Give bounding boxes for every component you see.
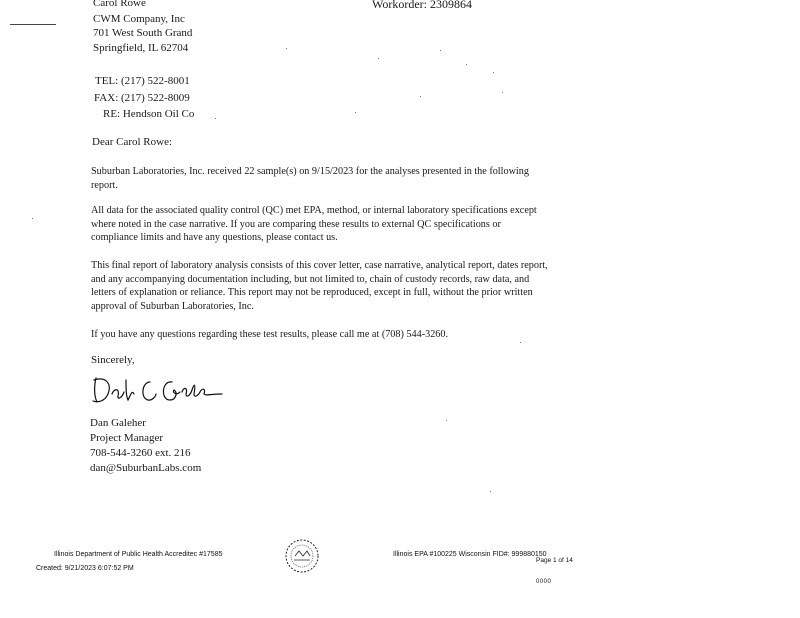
footer-idph-accreditation: Illinois Department of Public Health Accreditec #17585 bbox=[54, 551, 223, 558]
footer-page-number: Page 1 of 14 bbox=[536, 557, 573, 564]
salutation: Dear Carol Rowe: bbox=[92, 136, 173, 148]
scan-speck bbox=[420, 96, 421, 97]
scan-speck bbox=[32, 218, 33, 219]
scan-speck bbox=[490, 491, 491, 492]
scan-speck bbox=[520, 342, 521, 343]
scan-speck bbox=[502, 92, 503, 93]
signer-title: Project Manager bbox=[90, 432, 163, 444]
scan-speck bbox=[493, 72, 494, 73]
scan-speck bbox=[440, 50, 441, 51]
paragraph-receipt: Suburban Laboratories, Inc. received 22 sample(s) on 9/15/2023 for the analyses presented in the following report. bbox=[91, 166, 529, 191]
scan-speck bbox=[378, 58, 379, 59]
footer-epa-wisconsin-ids: Illinois EPA #100225 Wisconsin FID#: 999880150 bbox=[393, 551, 547, 558]
recipient-name: Carol Rowe bbox=[93, 0, 146, 9]
scan-speck bbox=[355, 112, 356, 113]
scan-speck bbox=[446, 420, 447, 421]
scan-artifact-line bbox=[10, 24, 56, 25]
signer-email: dan@SuburbanLabs.com bbox=[90, 462, 202, 474]
scan-speck bbox=[215, 118, 216, 119]
paragraph-contact: If you have any questions regarding these test results, please call me at (708) 544-3260. bbox=[91, 329, 449, 340]
signer-name: Dan Galeher bbox=[90, 417, 146, 429]
paragraph-report-contents: This final report of laboratory analysis consists of this cover letter, case narrative, analytical report, dates report, and any accompanying documentation including, but not limited to, chain of custody records, raw data, and letters of explanation or reliance. This report may not be reproduced, except in full, without the prior written approval of Suburban Laboratories, Inc. bbox=[91, 260, 548, 312]
recipient-city: Springfield, IL 62704 bbox=[93, 42, 189, 54]
recipient-re: RE: Hendson Oil Co bbox=[103, 108, 195, 120]
recipient-company: CWM Company, Inc bbox=[93, 13, 185, 25]
footer-created-timestamp: Created: 9/21/2023 6:07:52 PM bbox=[36, 565, 134, 572]
scan-speck bbox=[286, 48, 287, 49]
recipient-tel: TEL: (217) 522-8001 bbox=[95, 75, 190, 87]
paragraph-qc: All data for the associated quality control (QC) met EPA, method, or internal laboratory specifications except where noted in the case narrative. If you are comparing these results to external QC specifications or compliance limits and have any questions, please contact us. bbox=[91, 205, 537, 244]
recipient-fax: FAX: (217) 522-8009 bbox=[94, 92, 190, 104]
recipient-street: 701 West South Grand bbox=[93, 27, 193, 39]
signature-image bbox=[88, 374, 228, 408]
closing: Sincerely, bbox=[91, 354, 135, 366]
footer-page-tag: 0000 bbox=[536, 579, 552, 585]
accreditation-seal-icon bbox=[284, 538, 320, 574]
workorder-number: Workorder: 2309864 bbox=[372, 0, 473, 11]
signer-phone: 708-544-3260 ext. 216 bbox=[90, 447, 191, 459]
scan-speck bbox=[466, 64, 467, 65]
